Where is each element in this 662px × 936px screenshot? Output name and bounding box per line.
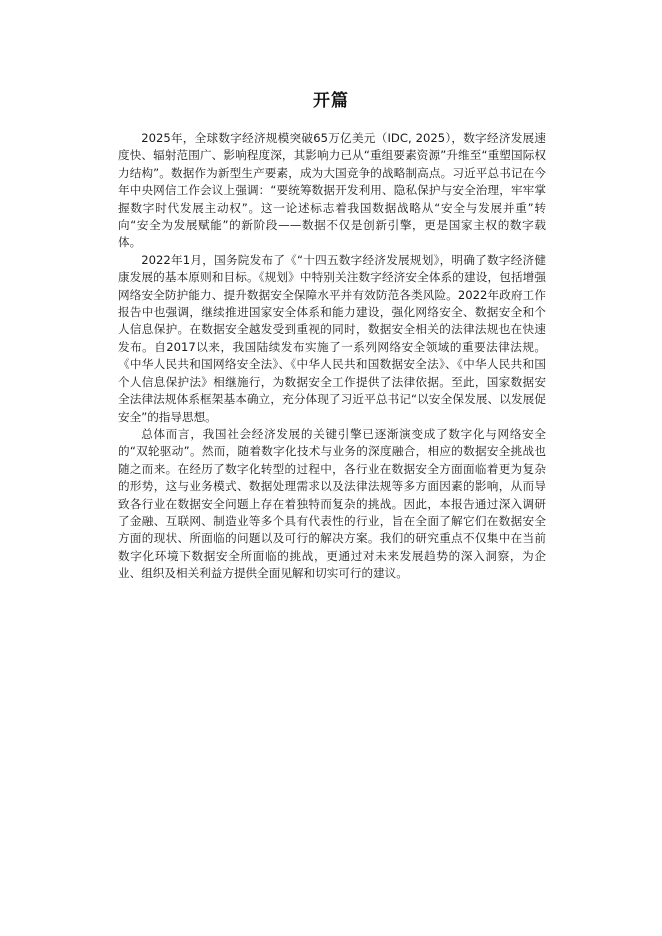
page-title: 开篇 [313, 91, 349, 111]
paragraph-2: 2022年1月，国务院发布了《“十四五数字经济发展规划》，明确了数字经济健康发展的基本原则和目标。《规划》中特别关注数字经济安全体系的建设，包括增强网络安全防护能力、提升数据安全保障水平并有效防范各类风险。2022年政府工作报告中也强调，继续推进国家安全体系和能力建设，强化网络安全、数据安全和个人信息保护。在数据安全越发受到重视的同时，数据安全相关的法律法规也在快速发布。自2017以来，我国陆续发布实施了一系列网络安全领域的重要法律法规。《中华人民共和国网络安全法》、《中华人民共和国数据安全法》、《中华人民共和国个人信息保护法》相继施行，为数据安全工作提供了法律依据。至此，国家数据安全法律法规体系框架基本确立，充分体现了习近平总书记“以安全保发展、以发展促安全”的指导思想。 [118, 252, 546, 424]
paragraph-1: 2025年，全球数字经济规模突破65万亿美元（IDC, 2025），数字经济发展速度快、辐射范围广、影响程度深，其影响力已从“重组要素资源”升维至“重塑国际权力结构”。数据作为新型生产要素，成为大国竞争的战略制高点。习近平总书记在今年中央网信工作会议上强调：“要统筹数据开发利用、隐私保护与安全治理，牢牢掌握数字时代发展主动权”。这一论述标志着我国数据战略从“安全与发展并重”转向“安全为发展赋能”的新阶段——数据不仅是创新引擎，更是国家主权的数字载体。 [118, 131, 546, 250]
body-text [118, 130, 546, 583]
paragraph-3: 总体而言，我国社会经济发展的关键引擎已逐渐演变成了数字化与网络安全的“双轮驱动”。然而，随着数字化技术与业务的深度融合，相应的数据安全挑战也随之而来。在经历了数字化转型的过程中，各行业在数据安全方面面临着更为复杂的形势，这与业务模式、数据处理需求以及法律法规等多方面因素的影响，从而导致各行业在数据安全问题上存在着独特而复杂的挑战。因此，本报告通过深入调研了金融、互联网、制造业等多个具有代表性的行业，旨在全面了解它们在数据安全方面的现状、所面临的问题以及可行的解决方案。我们的研究重点不仅集中在当前数字化环境下数据安全所面临的挑战，更通过对未来发展趋势的深入洞察，为企业、组织及相关利益方提供全面见解和切实可行的建议。 [118, 426, 546, 581]
